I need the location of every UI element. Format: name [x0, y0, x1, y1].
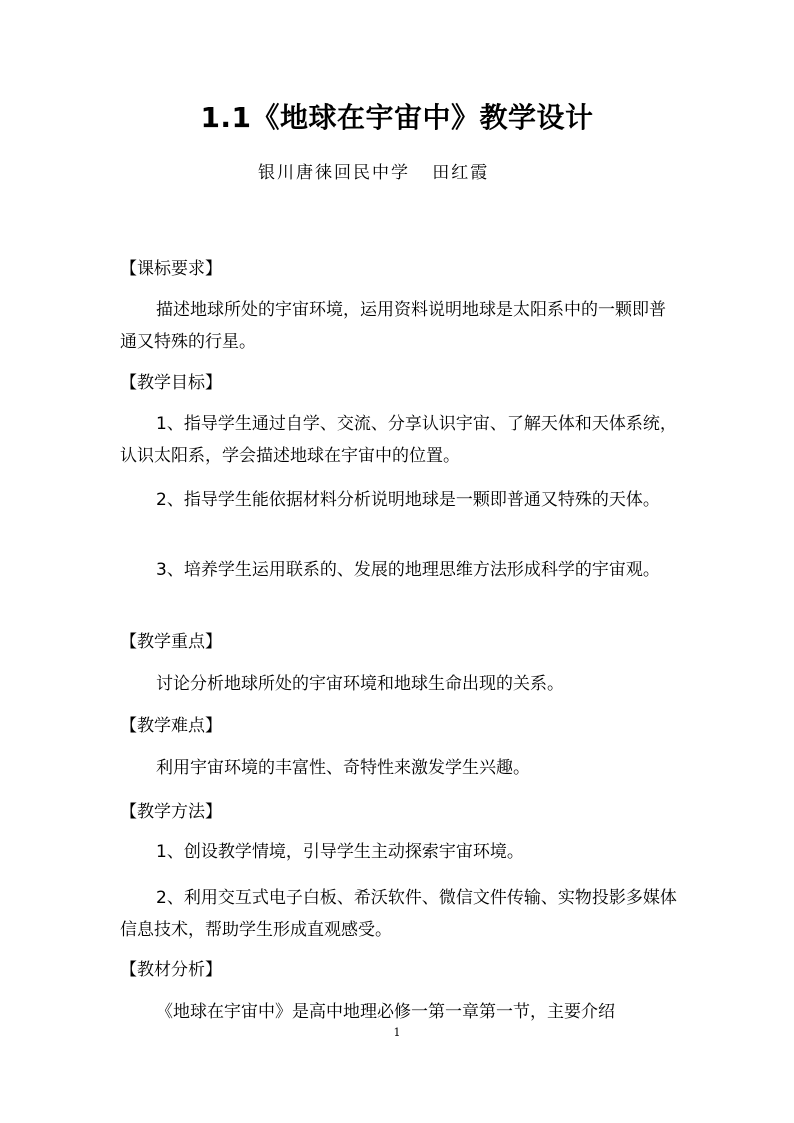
- section-heading-teaching-methods: 【教学方法】: [120, 802, 222, 822]
- paragraph: 2、利用交互式电子白板、希沃软件、微信文件传输、实物投影多媒体信息技术，帮助学生形成直观感受。: [120, 888, 677, 940]
- section-heading-key-points: 【教学重点】: [120, 632, 222, 652]
- paragraph: 利用宇宙环境的丰富性、奇特性来激发学生兴趣。: [156, 758, 530, 778]
- paragraph: 《地球在宇宙中》是高中地理必修一第一章第一节，主要介绍: [156, 1002, 615, 1022]
- section-heading-difficult-points: 【教学难点】: [120, 716, 222, 736]
- paragraph: 2、指导学生能依据材料分析说明地球是一颗即普通又特殊的天体。: [156, 490, 660, 510]
- paragraph: 描述地球所处的宇宙环境，运用资料说明地球是太阳系中的一颗即普通又特殊的行星。: [120, 300, 666, 352]
- section-heading-teaching-objectives: 【教学目标】: [120, 373, 222, 393]
- paragraph: 3、培养学生运用联系的、发展的地理思维方法形成科学的宇宙观。: [156, 560, 660, 580]
- section-heading-textbook-analysis: 【教材分析】: [120, 960, 222, 980]
- paragraph: 1、指导学生通过自学、交流、分享认识宇宙、了解天体和天体系统，认识太阳系，学会描述地球在宇宙中的位置。: [120, 414, 677, 466]
- document-title: 1.1《地球在宇宙中》教学设计: [200, 101, 594, 134]
- paragraph: 1、创设教学情境，引导学生主动探索宇宙环境。: [156, 842, 524, 862]
- page-number: 1: [393, 1026, 401, 1039]
- paragraph: 讨论分析地球所处的宇宙环境和地球生命出现的关系。: [156, 674, 564, 694]
- section-heading-curriculum-requirements: 【课标要求】: [120, 259, 222, 279]
- author-line: 银川唐徕回民中学 田红霞: [258, 163, 490, 183]
